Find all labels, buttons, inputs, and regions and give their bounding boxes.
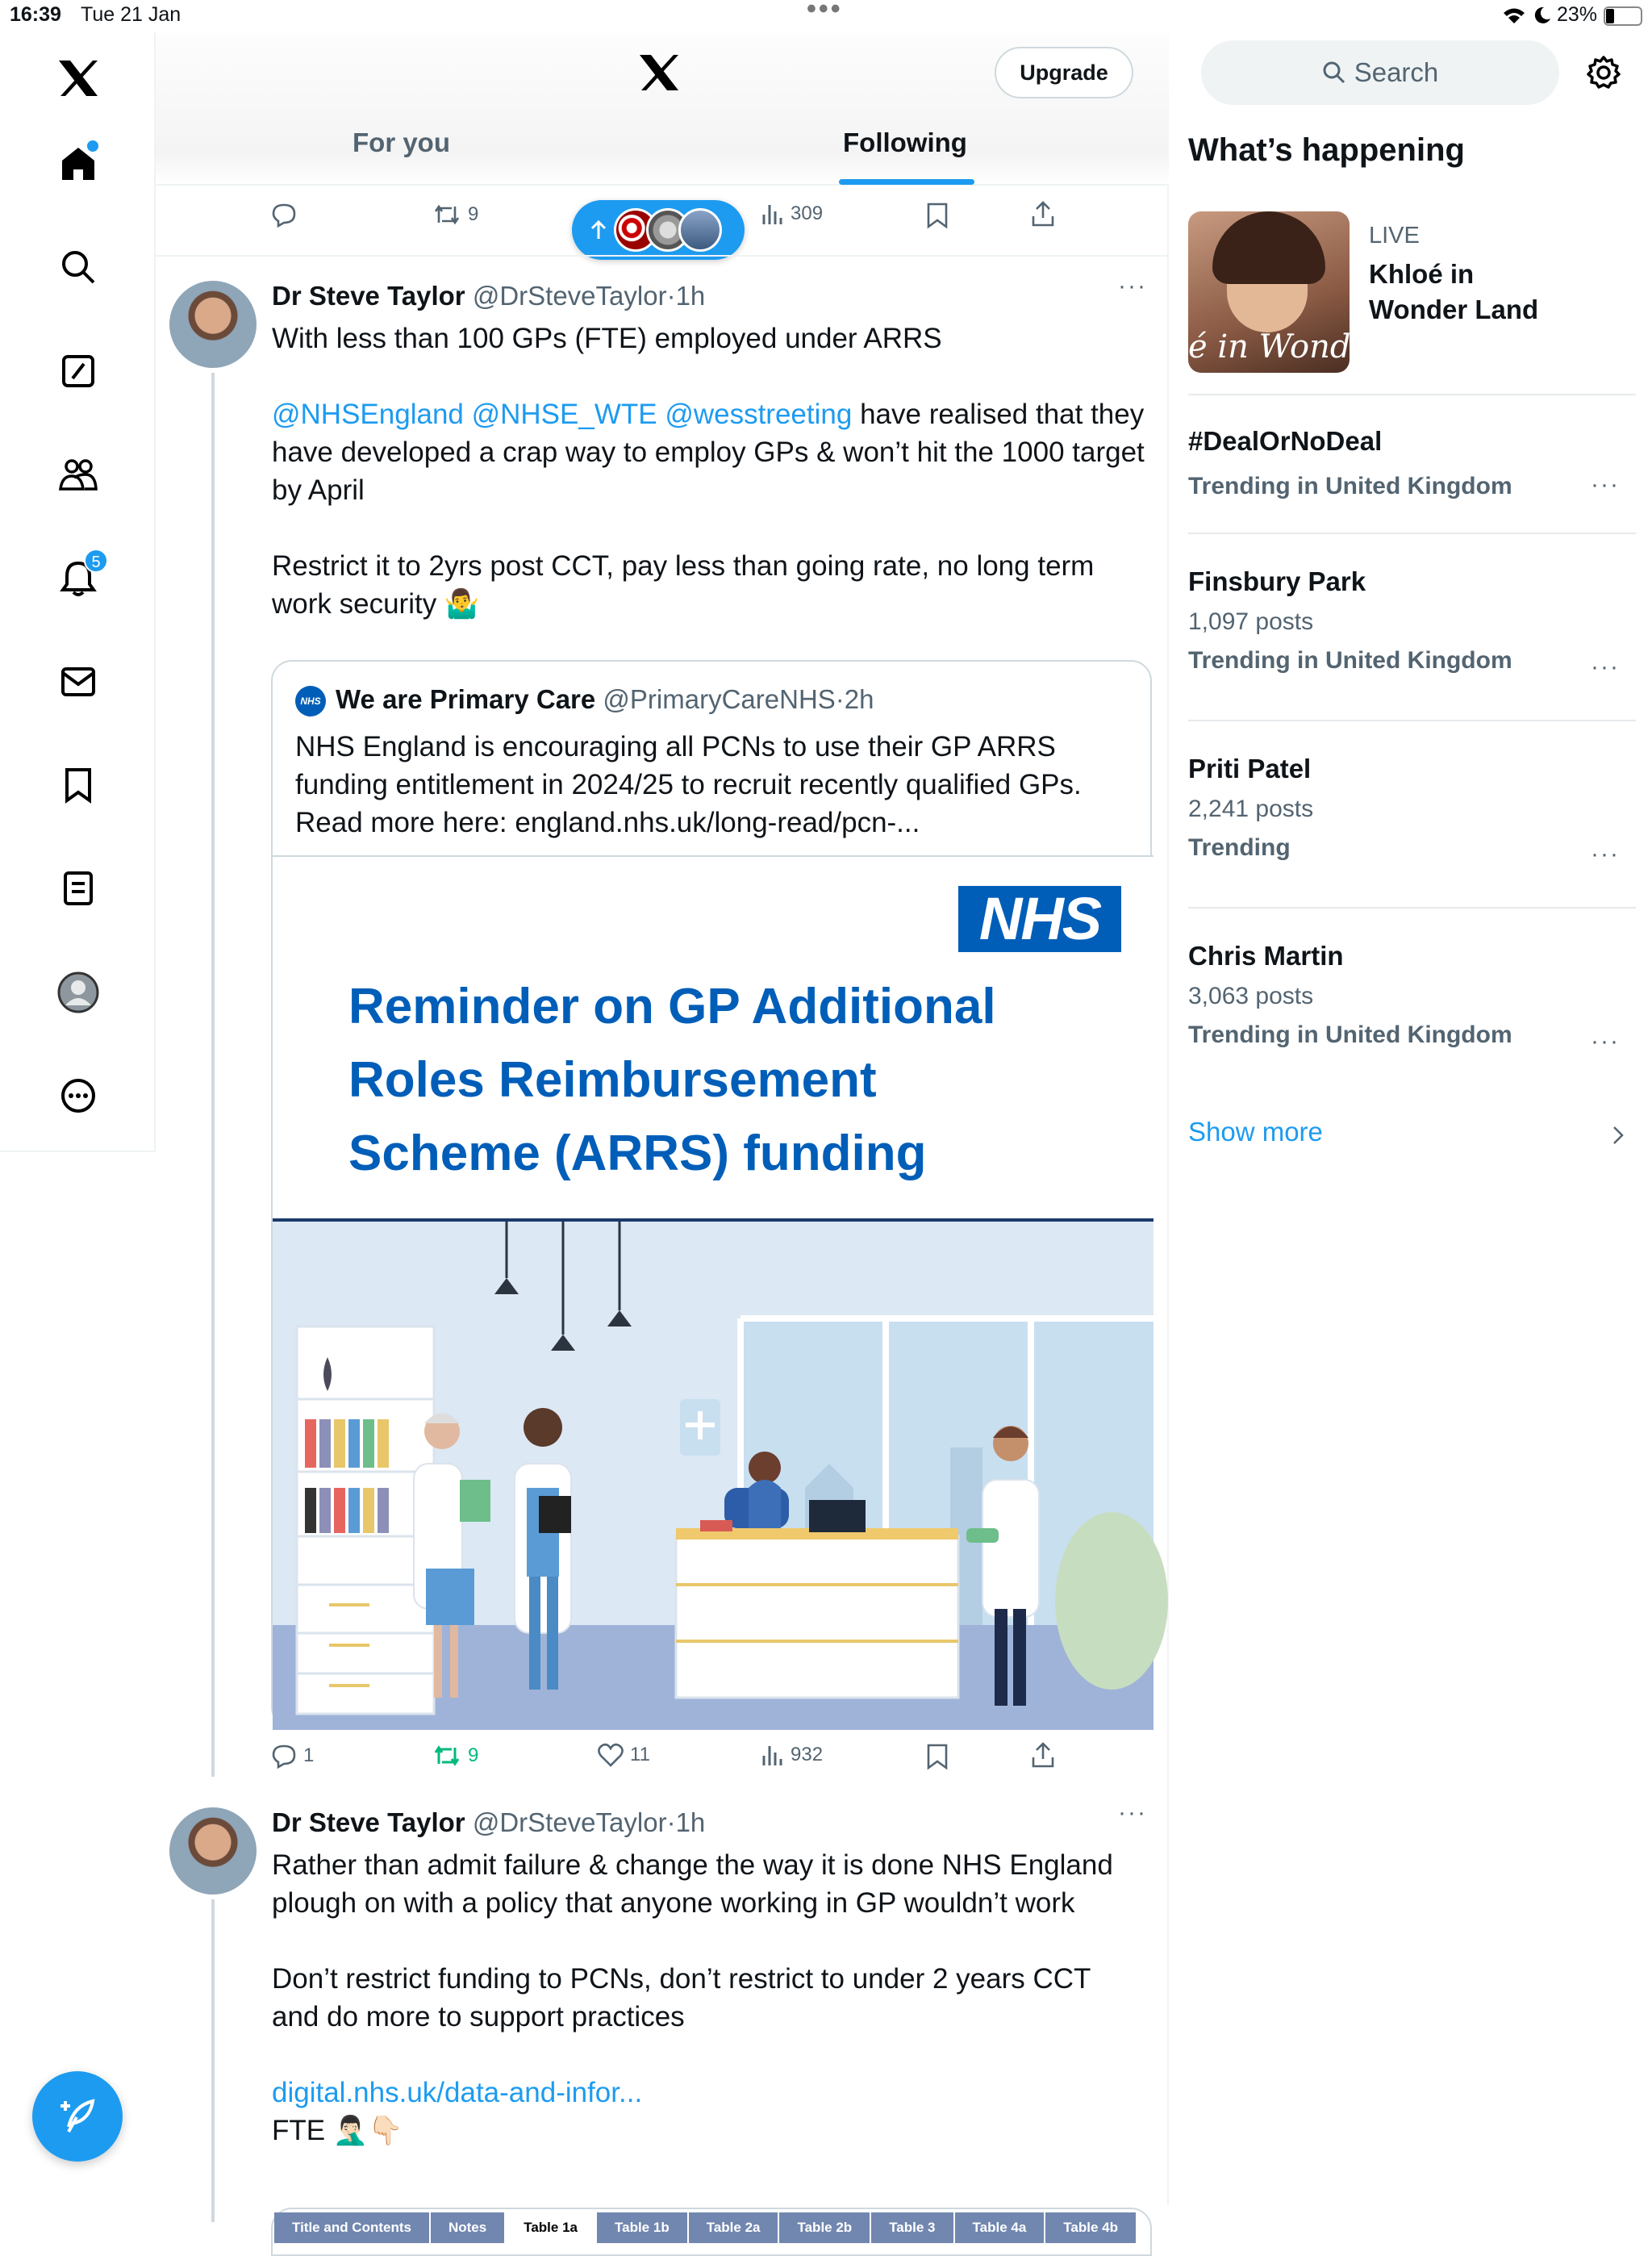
moon-icon [1533,6,1552,25]
tweet-text: Don’t restrict funding to PCNs, don’t restrict to under 2 years CCT and do more to support practices [272,1963,1091,2032]
sheet-tab: Table 2a [689,2212,780,2243]
avatar[interactable] [169,1807,257,1895]
sheet-tab: Table 2b [779,2212,871,2243]
retweet-count: 9 [468,203,479,225]
author-handle[interactable]: @DrSteveTaylor [472,281,667,311]
live-label: LIVE [1369,223,1420,249]
tweet-text: have realised that they have developed a crap way to employ GPs & won’t hit the 1000 target by April [272,399,1145,506]
trend-name: Finsbury Park [1188,566,1366,596]
right-sidebar [1169,32,1652,2204]
sheet-tab: Table 1b [597,2212,689,2243]
retweet-action[interactable] [432,202,478,228]
nhs-logo: NHS [958,886,1121,952]
search-input[interactable] [1201,40,1559,105]
tab-following[interactable]: Following [843,127,967,157]
wifi-icon [1502,6,1526,24]
home-unread-dot [87,140,98,152]
compose-button[interactable] [32,2071,123,2162]
author-name[interactable]: Dr Steve Taylor [272,1807,465,1837]
grok-icon[interactable] [52,345,105,398]
x-logo-icon[interactable] [638,53,680,92]
bookmark-icon[interactable] [926,202,949,229]
divider [1188,720,1636,721]
more-icon[interactable]: ··· [1591,471,1620,498]
views-icon [761,202,784,226]
spreadsheet-image[interactable] [271,2208,1152,2256]
thumbnail-text: é in Wonder l [1188,328,1406,366]
heart-icon [598,1743,624,1767]
quote-author[interactable]: We are Primary Care [336,684,596,714]
reply-icon [271,202,297,228]
tweet-text: FTE 🤦🏻‍♂️👇🏻 [272,2115,403,2146]
trend-posts: 3,063 posts [1188,983,1314,1009]
trend-meta: Trending in United Kingdom [1188,473,1512,499]
trend-meta: Trending in United Kingdom [1188,1021,1512,1048]
share-icon[interactable] [1031,200,1055,228]
like-count: 11 [630,1744,650,1765]
show-more-label: Show more [1188,1117,1323,1147]
status-bar [0,0,1652,32]
divider [1188,533,1636,534]
tweet-body [272,320,1151,623]
views-icon [761,1743,784,1767]
tweet[interactable]: Dr Steve Taylor @DrSteveTaylor·1h ··· Rather than admit failure & change the way it is done NHS England plough on with a policy that anyone working in GP wouldn’t work Don’t restrict funding to PCNs, don’t restrict to under 2 years CCT and do more to support practices digital.nhs.uk/data-and-infor... FTE 🤦🏻‍♂️👇🏻 Title and Contents Notes Table 1a Table 1b Table 2a Table 2b Table 3 Table 4a Table 4b [156,1790,1169,2209]
chevron-right-icon [1612,1125,1625,1146]
trend-name: #DealOrNoDeal [1188,426,1383,456]
quote-body [295,728,1134,842]
tab-for-you[interactable]: For you [353,127,450,157]
quote-handle[interactable]: @PrimaryCareNHS [603,684,836,714]
views-action[interactable] [761,202,823,226]
status-time: 16:39 [10,3,61,26]
feather-plus-icon [57,2096,98,2137]
sheet-tab: Title and Contents [274,2212,431,2243]
communities-icon[interactable] [52,448,105,501]
quote-read-more[interactable]: Read more here: england.nhs.uk/long-read/pcn-... [295,807,920,838]
bookmarks-icon[interactable] [52,758,105,812]
avatar[interactable] [169,281,257,368]
quote-avatar[interactable]: NHS [295,686,326,716]
retweet-icon [432,1743,461,1769]
upgrade-button[interactable]: Upgrade [995,47,1133,98]
new-posts-pill[interactable] [572,200,745,260]
more-icon[interactable]: ··· [1591,841,1620,867]
reply-action[interactable] [271,202,297,228]
home-icon[interactable] [52,137,105,190]
whats-happening-heading: What’s happening [1188,132,1465,168]
author-handle[interactable]: @DrSteveTaylor [472,1807,667,1837]
tweet-text: Rather than admit failure & change the way it is done NHS England plough on with a policy that anyone working in GP wouldn’t work [272,1849,1113,1919]
image-title [348,970,1074,1190]
tweet-text: With less than 100 GPs (FTE) employed under ARRS [272,323,942,354]
views-count: 309 [791,203,824,224]
retweet-count: 9 [468,1744,479,1766]
more-icon[interactable]: ··· [1591,654,1620,680]
live-event-card[interactable] [1188,211,1636,373]
avatar [678,208,722,252]
timeline-header [156,32,1169,186]
more-icon[interactable]: ··· [1118,273,1147,299]
more-options-icon[interactable] [52,1069,105,1122]
profile-avatar-icon[interactable] [52,966,105,1019]
trend-item[interactable] [1188,566,1636,680]
x-logo-icon[interactable] [52,52,105,105]
search-placeholder: Search [1354,57,1439,87]
views-count: 932 [791,1744,824,1765]
battery-percent: 23% [1557,3,1598,26]
reply-icon [271,1743,297,1769]
main-timeline [156,32,1169,2235]
trend-item[interactable] [1188,754,1636,867]
more-icon[interactable]: ··· [1118,1799,1147,1826]
notifications-icon[interactable] [52,552,105,605]
share-icon[interactable] [1031,1741,1055,1769]
search-icon[interactable] [52,240,105,294]
retweet-action[interactable] [432,1743,478,1769]
arrow-up-icon [590,219,607,240]
trend-name: Chris Martin [1188,941,1344,971]
trend-name: Priti Patel [1188,754,1312,783]
tweet-text: Restrict it to 2yrs post CCT, pay less than going rate, no long term work security 🤷‍♂️ [272,550,1095,620]
sheet-tab: Table 4a [955,2212,1046,2243]
sheet-tab: Table 4b [1045,2212,1137,2243]
trend-posts: 1,097 posts [1188,608,1314,635]
views-action[interactable] [761,1743,823,1767]
image-title-line: Roles Reimbursement [348,1052,877,1108]
sheet-tab: Table 3 [871,2212,954,2243]
quote-text: NHS England is encouraging all PCNs to use their GP ARRS funding entitlement in 2024/25 to recruit recently qualified GPs. [295,731,1082,800]
sheet-tab-active: Table 1a [506,2212,597,2243]
search-icon [1322,61,1346,85]
trend-item[interactable] [1188,426,1636,500]
like-action[interactable] [598,1743,650,1767]
divider [1188,907,1636,909]
reply-action[interactable] [271,1743,314,1769]
tweet-link[interactable]: digital.nhs.uk/data-and-infor... [272,2077,643,2108]
battery-icon [1604,6,1642,26]
show-more-link[interactable] [1188,1117,1636,1165]
tweet-body [272,1846,1127,2149]
divider [1188,394,1636,395]
thread-line [211,373,215,1777]
clinic-illustration [273,1222,1153,1730]
author-name[interactable]: Dr Steve Taylor [272,281,465,311]
gear-icon[interactable] [1586,55,1621,90]
quote-time: 2h [844,684,874,714]
sheet-tab: Notes [431,2212,506,2243]
reply-count: 1 [303,1744,315,1766]
image-title-line: Scheme (ARRS) funding [348,1126,927,1181]
tweet[interactable]: Dr Steve Taylor @DrSteveTaylor·1h ··· With less than 100 GPs (FTE) employed under ARRS @NHSEngland @NHSE_WTE @wesstreeting have realised that they have developed a crap way to employ GPs & won’t hit the 1000 target by April Restrict it to 2yrs post CCT, pay less than going rate, no long term work security 🤷‍♂️ NHS We are Primary Care @PrimaryCareNHS·2h NHS England is encouraging all PCNs to use their GP ARRS funding entitlement in 2024/25 to recruit recently qualified GPs. Read more here: england.nhs.uk/long-read/pcn-... NHS Reminder on GP Additional Roles Reimbursement Scheme (ARRS) funding 1 9 11 932 [156,257,1169,1790]
quoted-tweet[interactable]: NHS We are Primary Care @PrimaryCareNHS·2h NHS England is encouraging all PCNs to use their GP ARRS funding entitlement in 2024/25 to recruit recently qualified GPs. Read more here: england.nhs.uk/long-read/pcn-... NHS Reminder on GP Additional Roles Reimbursement Scheme (ARRS) funding [271,660,1152,1728]
trend-posts: 2,241 posts [1188,796,1314,822]
retweet-icon [432,202,461,228]
trend-meta: Trending in United Kingdom [1188,647,1512,674]
left-nav [0,32,156,1152]
bookmark-icon[interactable] [926,1743,949,1770]
messages-icon[interactable] [52,655,105,708]
sheet-tabs [273,2209,1150,2243]
notification-count-badge: 5 [84,549,108,573]
status-date: Tue 21 Jan [81,3,181,26]
multitask-dots-icon[interactable]: ••• [807,0,843,24]
tweet-time[interactable]: 1h [675,1807,706,1837]
trend-item[interactable] [1188,941,1636,1055]
image-title-line: Reminder on GP Additional [348,979,996,1034]
tweet-time[interactable]: 1h [675,281,706,311]
mention-links[interactable]: @NHSEngland @NHSE_WTE @wesstreeting [272,399,853,430]
live-title: Khloé in Wonder Land [1369,259,1539,324]
active-tab-indicator [839,179,974,185]
trend-meta: Trending [1188,834,1291,861]
lists-icon[interactable] [52,862,105,915]
quote-image[interactable] [273,855,1153,1730]
thread-line [211,1899,215,2222]
more-icon[interactable]: ··· [1591,1028,1620,1055]
